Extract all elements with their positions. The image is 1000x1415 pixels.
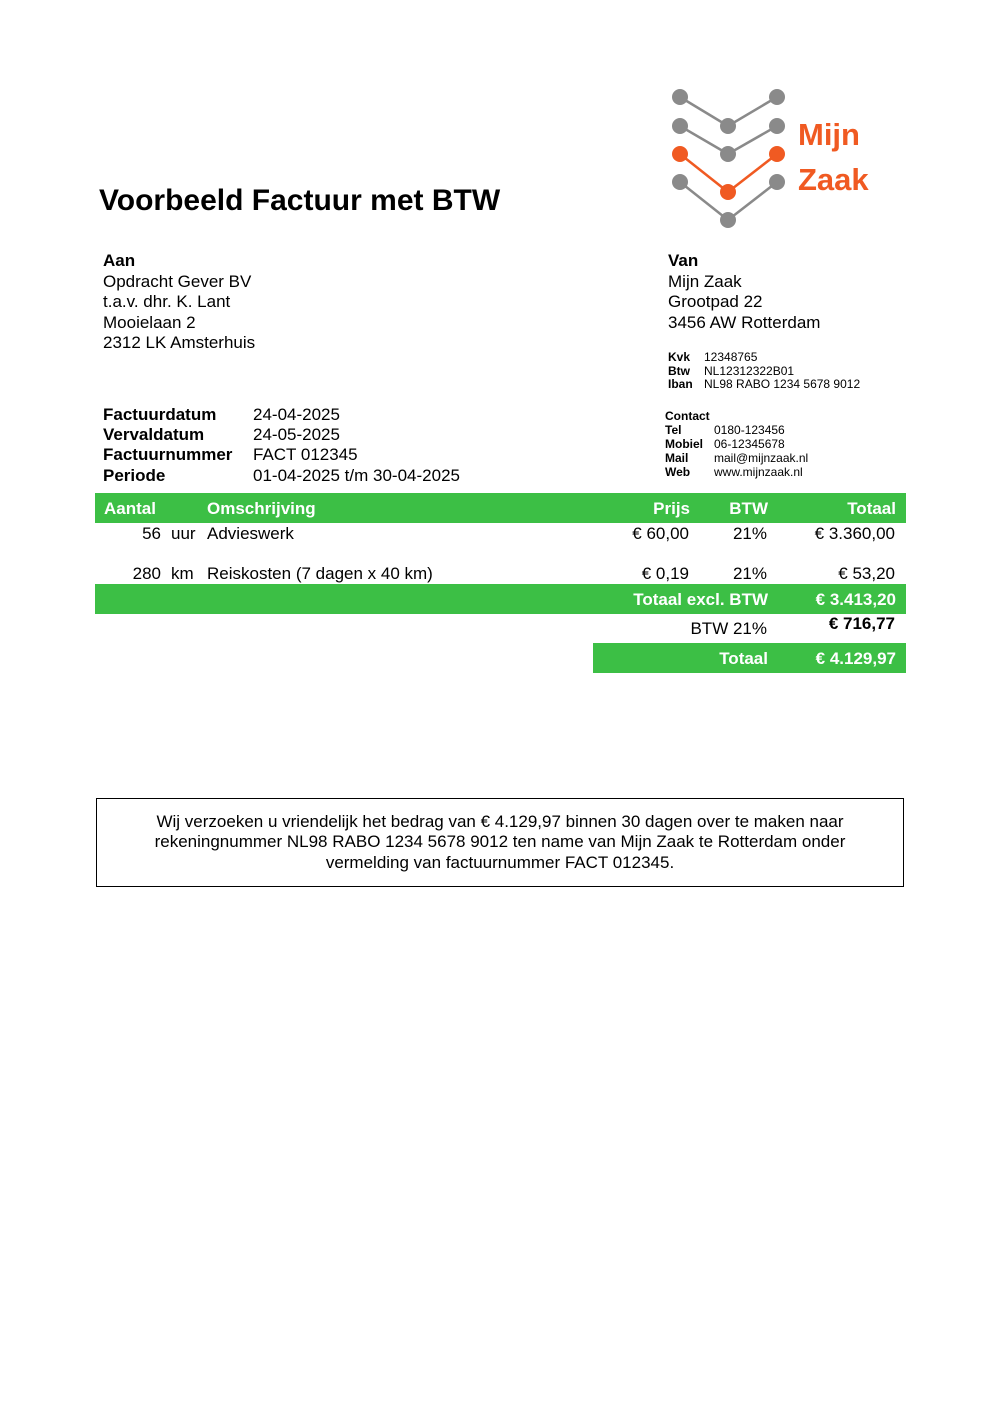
registration-value: 12348765 — [704, 350, 758, 364]
registration-row — [668, 378, 860, 392]
sender-line: 3456 AW Rotterdam — [668, 312, 821, 332]
sender-line: Grootpad 22 — [668, 292, 763, 311]
meta-label: Periode — [103, 465, 166, 485]
company-logo — [660, 84, 890, 240]
subtotal-label: Totaal excl. BTW — [633, 590, 768, 609]
total-bar — [593, 643, 906, 673]
sender-line: Mijn Zaak — [668, 271, 742, 291]
row-description: Reiskosten (7 dagen x 40 km) — [207, 564, 433, 583]
row-price: € 60,00 — [632, 524, 689, 543]
payment-note: Wij verzoeken u vriendelijk het bedrag van € 4.129,97 binnen 30 dagen over te maken naar rekeningnummer NL98 RABO 1234 5678 9012 ten name van Mijn Zaak te Rotterdam onder vermelding van factuurnummer FACT 012345. — [154, 811, 846, 872]
recipient-line: Mooielaan 2 — [103, 312, 196, 332]
contact-row — [665, 451, 808, 465]
header-price: Prijs — [653, 499, 690, 518]
meta-label: Factuurnummer — [103, 445, 233, 465]
sender-heading: Van — [668, 251, 699, 270]
row-quantity: 56 — [142, 524, 161, 543]
logo-text-line2: Zaak — [798, 162, 869, 197]
invoice-title: Voorbeeld Factuur met BTW — [99, 184, 501, 217]
contact-row — [665, 423, 808, 437]
contact-heading: Contact — [665, 409, 710, 423]
row-vat: 21% — [732, 524, 767, 543]
row-vat: 21% — [732, 564, 767, 583]
contact-value: 0180-123456 — [714, 423, 785, 437]
header-quantity: Aantal — [104, 499, 156, 518]
table-header — [95, 493, 906, 523]
contact-value: www.mijnzaak.nl — [714, 465, 803, 479]
contact-label: Tel — [665, 423, 682, 437]
recipient-line: t.a.v. dhr. K. Lant — [103, 292, 231, 311]
contact-row — [665, 437, 808, 451]
meta-row — [103, 425, 460, 445]
contact-label: Web — [665, 465, 691, 479]
meta-value: 01-04-2025 t/m 30-04-2025 — [253, 465, 460, 485]
registration-row — [668, 365, 860, 379]
row-unit: uur — [171, 524, 196, 543]
recipient-heading: Aan — [103, 251, 136, 270]
row-total: € 3.360,00 — [814, 524, 895, 543]
registration-label: Kvk — [668, 350, 691, 364]
row-quantity: 280 — [132, 564, 161, 583]
meta-value: 24-04-2025 — [253, 405, 340, 424]
contact-row — [665, 465, 808, 479]
registration-label: Btw — [668, 363, 690, 378]
registration-value: NL98 RABO 1234 5678 9012 — [704, 377, 861, 392]
logo-text-line1: Mijn — [798, 117, 860, 152]
meta-value: 24-05-2025 — [253, 425, 340, 445]
meta-label: Factuurdatum — [103, 405, 217, 424]
header-total: Totaal — [847, 499, 896, 518]
total-value: € 4.129,97 — [815, 649, 896, 668]
recipient-address — [103, 251, 255, 354]
header-vat: BTW — [729, 499, 768, 518]
registration-value: NL12312322B01 — [704, 363, 795, 378]
meta-row — [103, 445, 460, 465]
registration-label: Iban — [668, 377, 693, 392]
contact-label: Mobiel — [665, 437, 703, 451]
row-price: € 0,19 — [641, 564, 689, 583]
logo-network-icon — [660, 84, 790, 240]
sender-address — [668, 251, 820, 333]
row-description: Advieswerk — [207, 524, 294, 543]
subtotal-value: € 3.413,20 — [815, 590, 896, 609]
row-unit: km — [171, 564, 194, 583]
total-label: Totaal — [719, 649, 768, 668]
contact-label: Mail — [665, 451, 689, 465]
vat-value: € 716,77 — [828, 614, 895, 633]
sender-contact — [665, 409, 808, 479]
registration-row — [668, 351, 860, 365]
meta-value: FACT 012345 — [253, 445, 358, 465]
invoice-meta — [103, 405, 460, 486]
payment-note-box — [96, 798, 904, 887]
header-description: Omschrijving — [207, 499, 316, 518]
row-total: € 53,20 — [838, 564, 895, 583]
meta-label: Vervaldatum — [103, 425, 205, 445]
recipient-line: Opdracht Gever BV — [103, 271, 252, 291]
meta-row — [103, 466, 460, 486]
vat-label: BTW 21% — [690, 619, 767, 638]
contact-value: 06-12345678 — [714, 437, 785, 451]
meta-row — [103, 405, 460, 425]
sender-registration — [668, 351, 860, 392]
contact-value: mail@mijnzaak.nl — [714, 451, 809, 465]
subtotal-bar — [95, 584, 906, 614]
recipient-line: 2312 LK Amsterhuis — [103, 333, 256, 352]
